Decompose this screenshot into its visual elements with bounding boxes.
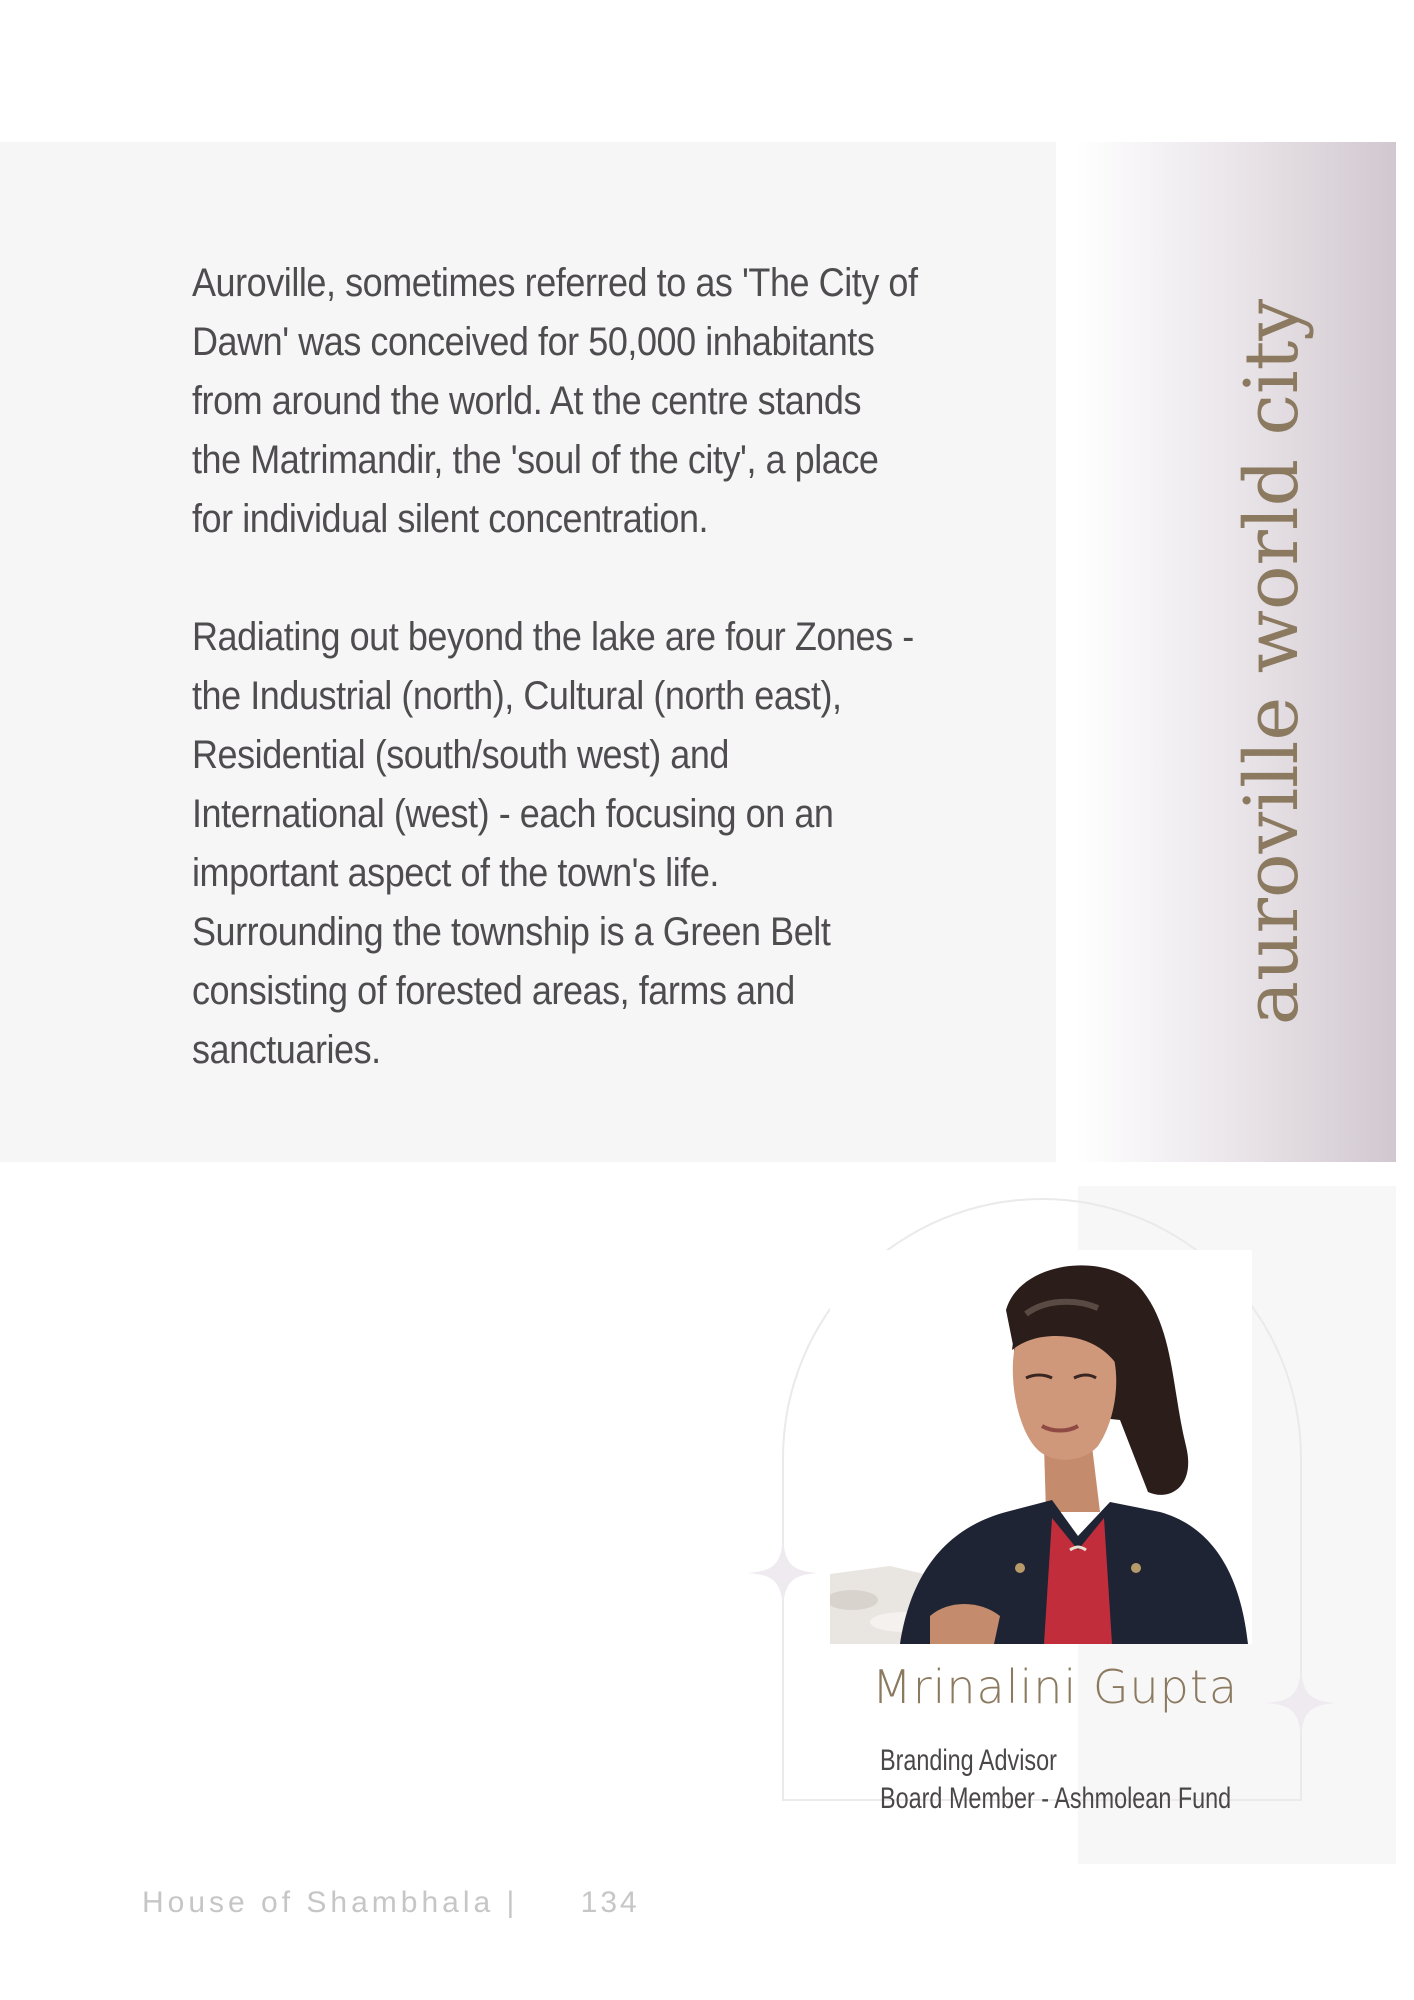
title-strip	[1076, 142, 1396, 1162]
sparkle-icon	[1264, 1666, 1338, 1740]
person-name: Mrinalini Gupta	[872, 1660, 1239, 1714]
vertical-section-title: auroville world city	[1229, 298, 1315, 1026]
page-number: 134	[580, 1886, 640, 1919]
page-footer	[142, 1886, 640, 1920]
paragraph-auroville-intro: Auroville, sometimes referred to as 'The City of Dawn' was conceived for 50,000 inhabitants from around the world. At the centre stands the Matrimandir, the 'soul of the city', a place for individual silent concentration.	[192, 261, 918, 541]
sparkle-icon	[746, 1536, 820, 1610]
profile-photo	[830, 1250, 1252, 1644]
role-line-board: Board Member - Ashmolean Fund	[880, 1782, 1232, 1815]
role-line-title: Branding Advisor	[880, 1744, 1057, 1777]
paragraph-zones: Radiating out beyond the lake are four Zones - the Industrial (north), Cultural (north east), Residential (south/south west) and International (west) - each focusing on an important aspect of the town's life. Surrounding the township is a Green Belt consisting of forested areas, farms and sanctuaries.	[192, 615, 914, 1072]
footer-publication: House of Shambhala |	[142, 1886, 519, 1919]
person-role	[880, 1742, 1231, 1818]
body-text	[192, 254, 930, 1080]
